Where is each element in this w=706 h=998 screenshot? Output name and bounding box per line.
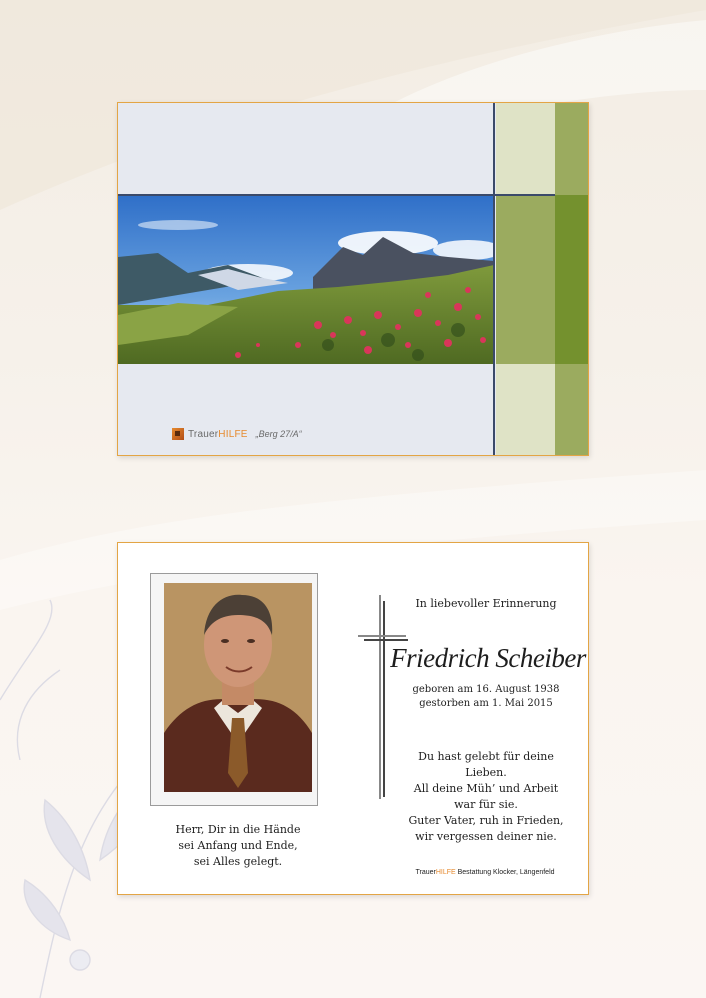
verse-line: Du hast gelebt für deine Lieben. bbox=[418, 750, 554, 779]
dates bbox=[396, 683, 576, 711]
green-stripe-dark bbox=[555, 195, 589, 364]
prayer-text bbox=[138, 822, 338, 870]
footer-brand-prefix: Trauer bbox=[415, 869, 436, 876]
front-card bbox=[117, 102, 589, 456]
prayer-line: sei Alles gelegt. bbox=[193, 855, 283, 868]
green-stripe-mid-top bbox=[555, 103, 589, 195]
mountain-landscape-photo bbox=[118, 195, 494, 364]
divider-line-vertical bbox=[493, 103, 495, 456]
footer-text: Bestattung Klocker, Längenfeld bbox=[455, 869, 555, 876]
deceased-name: Friedrich Scheiber bbox=[390, 643, 586, 673]
green-stripe-mid bbox=[496, 195, 555, 364]
portrait-frame bbox=[150, 573, 318, 806]
portrait-photo bbox=[164, 583, 312, 792]
verse-text bbox=[396, 749, 576, 845]
logo-wordmark bbox=[188, 429, 248, 440]
green-stripe-light-top bbox=[496, 103, 555, 195]
verse-line: All deine Müh’ und Arbeit bbox=[413, 782, 559, 795]
prayer-line: sei Anfang und Ende, bbox=[178, 839, 298, 852]
verse-line: Guter Vater, ruh in Frieden, bbox=[408, 814, 564, 827]
model-name: „Berg 27/A“ bbox=[255, 429, 302, 439]
birth-date: geboren am 16. August 1938 bbox=[412, 684, 560, 695]
logo-prefix: Trauer bbox=[188, 428, 219, 440]
logo-mark-icon bbox=[172, 428, 184, 440]
green-stripe-mid-bottom bbox=[555, 364, 589, 456]
verse-line: war für sie. bbox=[454, 798, 518, 811]
intro-text: In liebevoller Erinnerung bbox=[415, 597, 557, 610]
divider-line-top bbox=[118, 194, 555, 196]
verse-line: wir vergessen deiner nie. bbox=[415, 830, 557, 843]
footer-brand-suffix: HILFE bbox=[435, 869, 456, 876]
death-date: gestorben am 1. Mai 2015 bbox=[419, 698, 553, 709]
logo-suffix: HILFE bbox=[218, 428, 248, 440]
footer-credit bbox=[400, 869, 570, 876]
prayer-line: Herr, Dir in die Hände bbox=[175, 823, 301, 836]
trauerhilfe-logo bbox=[172, 428, 302, 440]
green-stripe-light-bottom bbox=[496, 364, 555, 456]
back-card bbox=[117, 542, 589, 895]
